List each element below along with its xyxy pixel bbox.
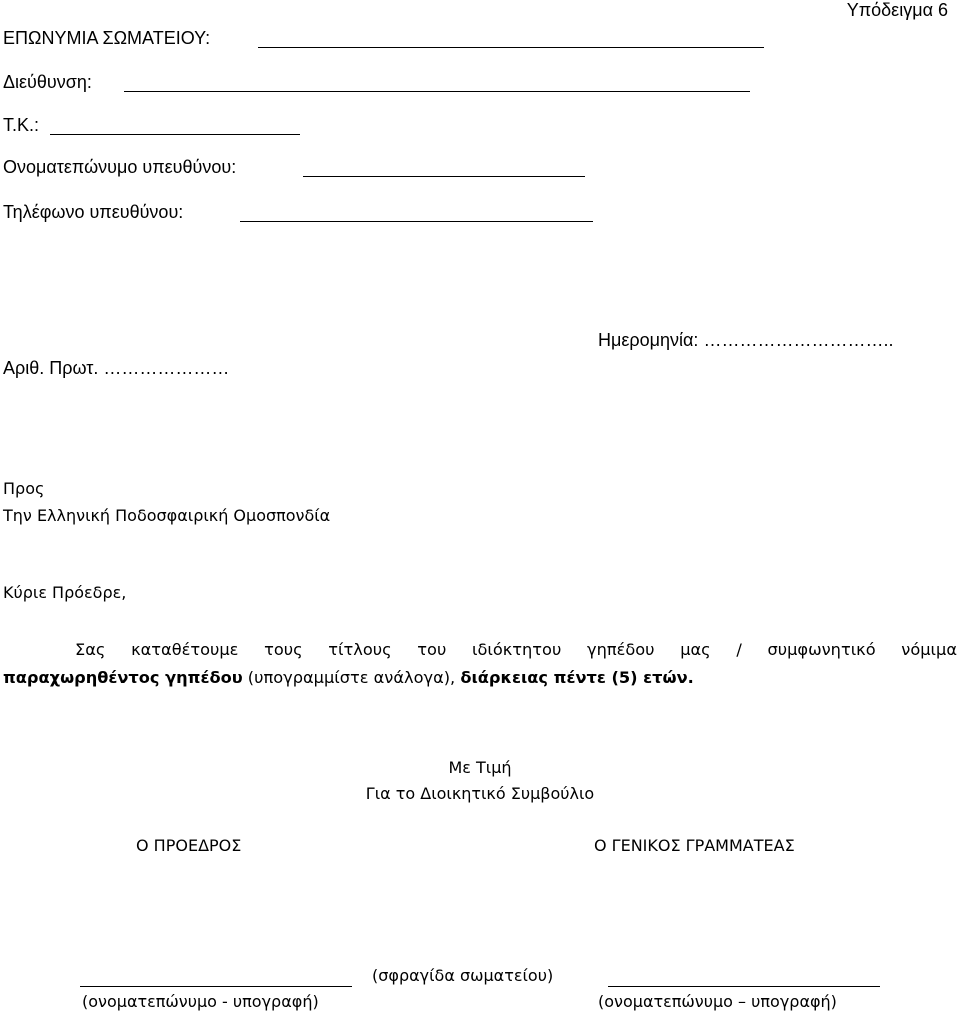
- recipient-to: Προς: [3, 479, 45, 498]
- sample-label: Υπόδειγμα 6: [846, 0, 948, 20]
- address-row: [3, 72, 92, 93]
- right-signature-caption: (ονοματεπώνυμο – υπογραφή): [598, 992, 837, 1011]
- body-paragraph: [3, 636, 957, 692]
- paragraph-bold-a: παραχωρηθέντος γηπέδου: [3, 668, 243, 687]
- responsible-name-row: [3, 157, 236, 178]
- closing-board: Για το Διοικητικό Συμβούλιο: [365, 784, 595, 803]
- closing-honor: Με Τιμή: [448, 758, 512, 777]
- left-signature-caption: (ονοματεπώνυμο - υπογραφή): [82, 992, 319, 1011]
- paragraph-line-1: Σας καταθέτουμε τους τίτλους του ιδιόκτητου γηπέδου μας / συμφωνητικό νόμιμα: [75, 640, 957, 659]
- salutation: Κύριε Πρόεδρε,: [3, 583, 127, 602]
- responsible-phone-label: Τηλέφωνο υπευθύνου:: [3, 202, 184, 222]
- address-line: [124, 91, 750, 92]
- address-label: Διεύθυνση:: [3, 72, 92, 92]
- protocol-label: Αριθ. Πρωτ.: [3, 358, 99, 378]
- president-title: Ο ΠΡΟΕΔΡΟΣ: [136, 836, 242, 855]
- responsible-name-line: [303, 176, 585, 177]
- paragraph-normal: (υπογραμμίστε ανάλογα),: [242, 668, 461, 687]
- right-signature-line: [608, 986, 880, 987]
- org-name-row: [3, 28, 210, 49]
- paragraph-line-2: [3, 664, 957, 692]
- org-name-line: [258, 47, 764, 48]
- secretary-title: Ο ΓΕΝΙΚΟΣ ΓΡΑΜΜΑΤΕΑΣ: [594, 836, 795, 855]
- left-signature-line: [80, 986, 352, 987]
- postal-code-label: Τ.Κ.:: [3, 115, 40, 135]
- date-label: Ημερομηνία:: [598, 330, 699, 350]
- responsible-phone-row: [3, 202, 183, 223]
- seal-label: (σφραγίδα σωματείου): [372, 966, 554, 985]
- responsible-phone-line: [240, 221, 593, 222]
- date-field: [598, 330, 893, 351]
- date-dots: …………………………..: [703, 330, 894, 350]
- postal-code-line: [50, 134, 300, 135]
- org-name-label: ΕΠΩΝΥΜΙΑ ΣΩΜΑΤΕΙΟΥ:: [3, 28, 211, 48]
- responsible-name-label: Ονοματεπώνυμο υπευθύνου:: [3, 157, 237, 177]
- protocol-dots: …………………: [103, 358, 230, 378]
- postal-code-row: [3, 115, 39, 136]
- protocol-number: [3, 358, 229, 379]
- paragraph-bold-b: διάρκειας πέντε (5) ετών.: [460, 668, 694, 687]
- recipient-name: Την Ελληνική Ποδοσφαιρική Ομοσπονδία: [3, 506, 331, 525]
